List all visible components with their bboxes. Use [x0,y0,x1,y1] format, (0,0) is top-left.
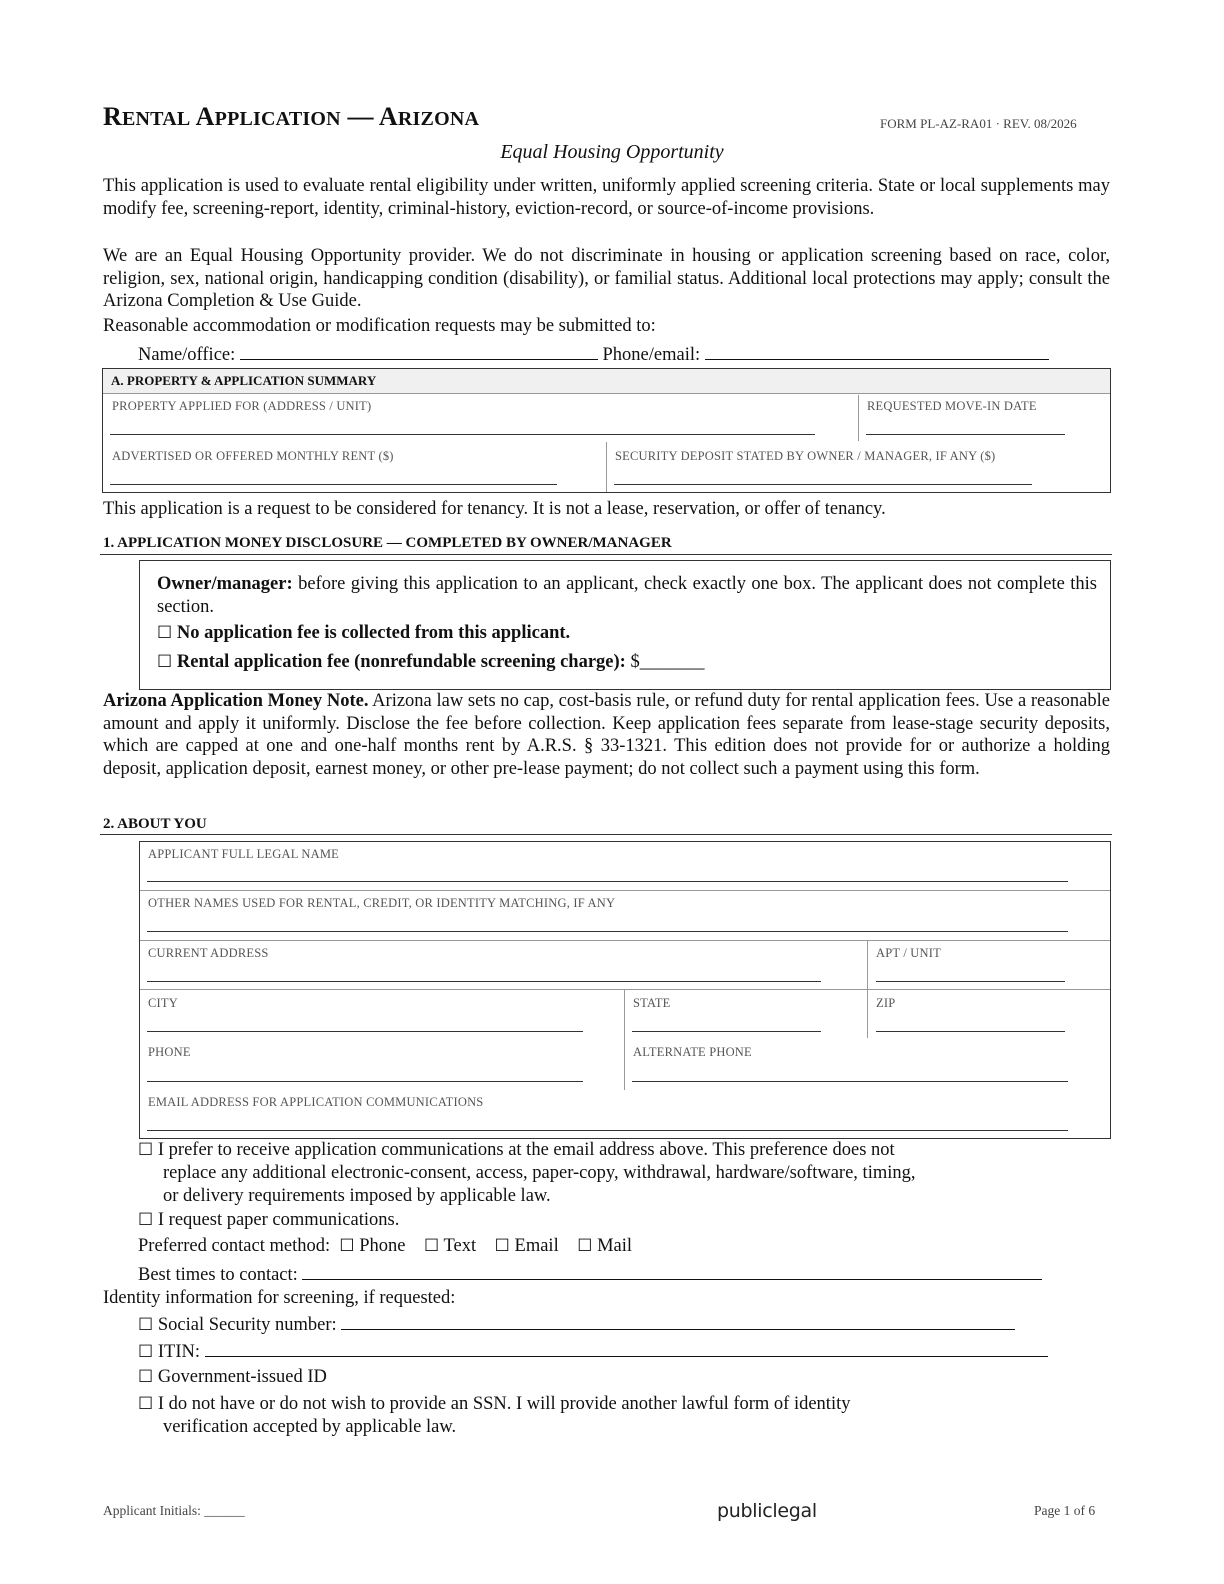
apt-label: APT / UNIT [876,946,941,960]
no-ssn-option[interactable]: ☐ I do not have or do not wish to provide an SSN. I will provide another lawful form of identity [138,1394,851,1414]
section-2-heading: 2. ABOUT YOU [103,816,207,832]
email-preference-checkbox[interactable]: ☐ [138,1140,154,1160]
no-fee-checkbox[interactable]: ☐ [157,623,173,643]
name-office-label: Name/office: [138,345,236,365]
state-field[interactable] [632,1031,821,1032]
intro-paragraph-1: This application is used to evaluate rental eligibility under written, uniformly applied screening criteria. State or local supplements may modify fee, screening-report, identity, criminal-history, eviction-record, or source-of-income provisions. [103,176,1110,219]
move-in-field[interactable] [866,434,1065,435]
property-field[interactable] [110,434,815,435]
phone-label: PHONE [148,1045,191,1059]
full-name-field[interactable] [147,881,1068,882]
phone-email-label: Phone/email: [602,345,701,365]
section-a-heading: A. PROPERTY & APPLICATION SUMMARY [103,369,1110,394]
ssn-option[interactable]: ☐ Social Security number: [138,1313,1015,1336]
paper-option[interactable]: ☐ I request paper communications. [138,1210,400,1230]
paper-checkbox[interactable]: ☐ [138,1210,154,1230]
contact-mail-checkbox[interactable]: ☐ [577,1236,593,1256]
rent-label: ADVERTISED OR OFFERED MONTHLY RENT ($) [112,449,394,463]
city-field[interactable] [147,1031,583,1032]
deposit-label: SECURITY DEPOSIT STATED BY OWNER / MANAGER, IF ANY ($) [615,449,996,463]
email-preference-text-2: replace any additional electronic-consent, access, paper-copy, withdrawal, hardware/software, timing, [163,1163,916,1183]
email-preference-option[interactable]: ☐ I prefer to receive application communications at the email address above. This preference does not [138,1140,895,1160]
best-times-row: Best times to contact: [138,1263,1042,1286]
city-label: CITY [148,996,178,1010]
move-in-label: REQUESTED MOVE-IN DATE [867,399,1037,413]
form-number: FORM PL-AZ-RA01 · REV. 08/2026 [880,116,1077,131]
applicant-initials: Applicant Initials: ______ [103,1503,245,1518]
ssn-checkbox[interactable]: ☐ [138,1315,154,1335]
itin-option[interactable]: ☐ ITIN: [138,1340,1048,1363]
property-label: PROPERTY APPLIED FOR (ADDRESS / UNIT) [112,399,372,413]
gov-id-checkbox[interactable]: ☐ [138,1367,154,1387]
owner-instruction: Owner/manager: before giving this application to an applicant, check exactly one box. The applicant does not complete this section. [157,574,1097,617]
accommodation-text: Reasonable accommodation or modification requests may be submitted to: [103,316,656,336]
fee-option[interactable]: ☐ Rental application fee (nonrefundable screening charge): $_______ [157,652,705,672]
zip-label: ZIP [876,996,896,1010]
form-title: RENTAL APPLICATION — ARIZONA [103,102,480,131]
itin-checkbox[interactable]: ☐ [138,1342,154,1362]
itin-field[interactable] [205,1340,1048,1357]
deposit-field[interactable] [614,484,1032,485]
contact-phone-checkbox[interactable]: ☐ [339,1236,355,1256]
no-ssn-checkbox[interactable]: ☐ [138,1394,154,1414]
fee-checkbox[interactable]: ☐ [157,652,173,672]
intro-paragraph-2: We are an Equal Housing Opportunity provider. We do not discriminate in housing or application screening based on race, color, religion, sex, national origin, handicapping condition (disability), or familial status. Additional local protections may apply; consult the Arizona Completion & Use Guide. [103,246,1110,311]
name-office-field[interactable] [240,343,598,360]
publiclegal-logo: publiclegal [717,1500,817,1522]
email-field[interactable] [147,1130,1068,1131]
state-label: STATE [633,996,671,1010]
ssn-field[interactable] [341,1313,1015,1330]
no-ssn-text-2: verification accepted by applicable law. [163,1417,457,1437]
rent-field[interactable] [110,484,557,485]
other-names-label: OTHER NAMES USED FOR RENTAL, CREDIT, OR IDENTITY MATCHING, IF ANY [148,896,616,910]
other-names-field[interactable] [147,931,1068,932]
best-times-field[interactable] [302,1263,1042,1280]
no-fee-option[interactable]: ☐ No application fee is collected from this applicant. [157,623,571,643]
email-label: EMAIL ADDRESS FOR APPLICATION COMMUNICATIONS [148,1095,484,1109]
contact-text-checkbox[interactable]: ☐ [423,1236,440,1256]
tenancy-note: This application is a request to be considered for tenancy. It is not a lease, reservation, or offer of tenancy. [103,499,886,519]
accommodation-contact-row [138,343,1049,366]
identity-intro: Identity information for screening, if requested: [103,1288,456,1308]
phone-email-field[interactable] [705,343,1049,360]
address-label: CURRENT ADDRESS [148,946,269,960]
full-name-label: APPLICANT FULL LEGAL NAME [148,847,339,861]
alt-phone-label: ALTERNATE PHONE [633,1045,752,1059]
gov-id-option[interactable]: ☐ Government-issued ID [138,1367,327,1387]
email-preference-text-3: or delivery requirements imposed by applicable law. [163,1186,551,1206]
contact-method-row: Preferred contact method: ☐ Phone ☐ Text ☐ Email ☐ Mail [138,1236,633,1256]
fee-amount-field[interactable]: $_______ [630,652,705,672]
contact-email-checkbox[interactable]: ☐ [494,1236,510,1256]
alt-phone-field[interactable] [632,1081,1068,1082]
page-number: Page 1 of 6 [1034,1503,1096,1518]
address-field[interactable] [147,981,821,982]
arizona-money-note: Arizona Application Money Note. Arizona law sets no cap, cost-basis rule, or refund duty for rental application fees. Use a reasonable amount and apply it uniformly. Disclose the fee before collection. Keep application fees separate from lease-stage security deposits, which are capped at one and one-half months rent by A.R.S. § 33-1321. This edition does not provide for or authorize a holding deposit, application deposit, earnest money, or other pre-lease payment; do not collect such a payment using this form. [103,691,1110,779]
equal-housing-heading: Equal Housing Opportunity [500,141,724,163]
section-1-heading: 1. APPLICATION MONEY DISCLOSURE — COMPLETED BY OWNER/MANAGER [103,535,672,551]
zip-field[interactable] [876,1031,1065,1032]
apt-field[interactable] [876,981,1065,982]
phone-field[interactable] [147,1081,583,1082]
